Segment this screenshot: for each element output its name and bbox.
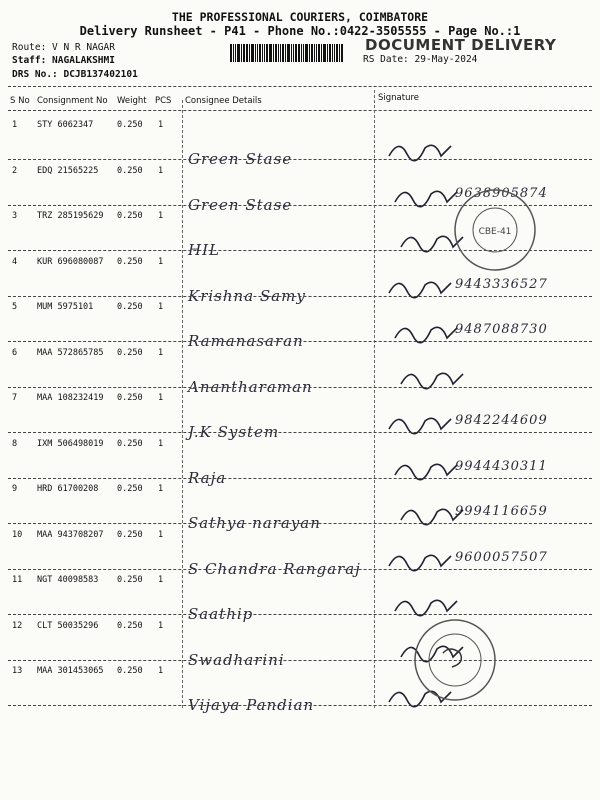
row-consignment-no: MAA 301453065 (37, 666, 104, 676)
svg-text:CBE-41: CBE-41 (478, 227, 512, 237)
row-signature (385, 544, 455, 578)
row-weight: 0.250 (117, 529, 143, 540)
col-weight: Weight (117, 96, 147, 106)
row-separator (8, 614, 592, 615)
row-consignment-no: KUR 696080087 (37, 256, 104, 267)
row-consignee-handwritten: Krishna Samy (188, 286, 306, 305)
row-phone-handwritten: 9487088730 (455, 322, 548, 337)
row-sno: 5 (12, 302, 18, 312)
row-separator (8, 341, 592, 342)
row-signature (385, 407, 455, 441)
row-weight: 0.250 (117, 393, 143, 403)
header-top-rule (8, 86, 592, 87)
row-sno: 11 (12, 575, 23, 585)
row-sno: 6 (12, 347, 18, 358)
row-consignee-handwritten: S Chandra Rangaraj (188, 559, 361, 578)
row-pcs: 1 (158, 120, 164, 130)
row-signature (385, 271, 455, 305)
sivadharshini-seal (410, 615, 500, 705)
row-pcs: 1 (158, 347, 164, 358)
col-pcs: PCS (155, 96, 172, 106)
row-weight: 0.250 (117, 256, 143, 267)
row-consignee-handwritten: Anantharaman (188, 377, 313, 396)
row-weight: 0.250 (117, 575, 143, 585)
row-weight: 0.250 (117, 120, 143, 130)
row-sno: 8 (12, 438, 18, 449)
row-sno: 9 (12, 484, 18, 494)
row-weight: 0.250 (117, 302, 143, 312)
row-weight: 0.250 (117, 211, 143, 221)
header-bottom-rule (8, 110, 592, 111)
row-phone-handwritten: 9994116659 (455, 504, 548, 519)
rs-date: RS Date: 29-May-2024 (363, 54, 478, 65)
staff-label: Staff: NAGALAKSHMI (12, 55, 115, 66)
row-weight: 0.250 (117, 347, 143, 358)
consignee-divider (182, 100, 183, 708)
row-sno: 7 (12, 393, 18, 403)
row-pcs: 1 (158, 256, 164, 267)
row-consignment-no: STY 6062347 (37, 120, 94, 130)
row-weight: 0.250 (117, 666, 143, 676)
row-phone-handwritten: 9638905874 (455, 185, 548, 201)
row-consignee-handwritten: Ramanasaran (188, 332, 304, 350)
row-sno: 13 (12, 666, 23, 676)
row-pcs: 1 (158, 302, 164, 312)
row-signature (391, 316, 461, 350)
row-pcs: 1 (158, 165, 164, 176)
row-weight: 0.250 (117, 438, 143, 449)
row-pcs: 1 (158, 484, 164, 494)
row-consignment-no: MAA 572865785 (37, 347, 104, 358)
row-signature (397, 498, 467, 532)
row-sno: 3 (12, 211, 18, 221)
row-separator (8, 660, 592, 661)
row-consignment-no: CLT 50035296 (37, 620, 99, 631)
signature-divider (374, 90, 375, 708)
row-consignment-no: TRZ 285195629 (37, 211, 104, 221)
row-weight: 0.250 (117, 165, 143, 176)
row-consignee-handwritten: Sathya narayan (188, 514, 321, 532)
row-weight: 0.250 (117, 484, 143, 494)
row-consignment-no: HRD 61700208 (37, 484, 99, 494)
row-consignee-handwritten: J.K System (188, 423, 280, 441)
row-pcs: 1 (158, 438, 164, 449)
row-separator (8, 159, 592, 160)
row-signature (385, 134, 455, 168)
row-sno: 12 (12, 620, 23, 631)
row-signature (391, 453, 461, 487)
company-seal (450, 185, 540, 275)
row-pcs: 1 (158, 211, 164, 221)
col-sno: S No (10, 96, 30, 106)
row-consignment-no: NGT 40098583 (37, 575, 99, 585)
row-pcs: 1 (158, 575, 164, 585)
col-signature: Signature (378, 93, 420, 103)
col-consignment: Consignment No (37, 96, 108, 106)
row-separator (8, 296, 592, 297)
row-signature (397, 362, 467, 396)
row-separator (8, 705, 592, 706)
row-consignment-no: MAA 943708207 (37, 529, 104, 540)
row-consignment-no: IXM 506498019 (37, 438, 104, 449)
runsheet-title: THE PROFESSIONAL COURIERS, COIMBATORE (171, 10, 429, 24)
row-phone-handwritten: 9842244609 (455, 413, 548, 428)
document-delivery-stamp: DOCUMENT DELIVERY (365, 36, 557, 54)
row-consignment-no: MAA 108232419 (37, 393, 104, 403)
row-phone-handwritten: 9600057507 (455, 549, 548, 565)
row-pcs: 1 (158, 393, 164, 403)
drs-number: DRS No.: DCJB137402101 (12, 69, 138, 80)
row-consignee-handwritten: Raja (188, 468, 227, 487)
row-sno: 4 (12, 256, 18, 267)
row-consignee-handwritten: HIL (188, 241, 220, 259)
row-sno: 1 (12, 120, 18, 130)
row-separator (8, 432, 592, 433)
row-consignee-handwritten: Saathip (188, 605, 254, 623)
row-consignment-no: EDQ 21565225 (37, 165, 99, 176)
row-sno: 2 (12, 165, 18, 176)
row-phone-handwritten: 9443336527 (455, 276, 548, 292)
barcode (230, 44, 355, 62)
runsheet-subtitle: Delivery Runsheet - P41 - Phone No.:0422-3505555 - Page No.:1 (79, 24, 521, 38)
route-label: Route: V N R NAGAR (12, 42, 115, 53)
row-consignee-handwritten: Vijaya Pandian (188, 696, 315, 714)
row-separator (8, 387, 592, 388)
row-consignee-handwritten: Green Stase (188, 150, 293, 168)
row-sno: 10 (12, 529, 23, 540)
row-pcs: 1 (158, 666, 164, 676)
row-weight: 0.250 (117, 620, 143, 631)
row-separator (8, 523, 592, 524)
row-consignee-handwritten: Green Stase (188, 195, 293, 214)
col-consignee: Consignee Details (185, 96, 262, 106)
row-separator (8, 569, 592, 570)
row-pcs: 1 (158, 620, 164, 631)
row-separator (8, 478, 592, 479)
row-phone-handwritten: 9944430311 (455, 458, 548, 474)
row-consignment-no: MUM 5975101 (37, 302, 94, 312)
row-consignee-handwritten: Swadharini (188, 650, 285, 669)
row-pcs: 1 (158, 529, 164, 540)
